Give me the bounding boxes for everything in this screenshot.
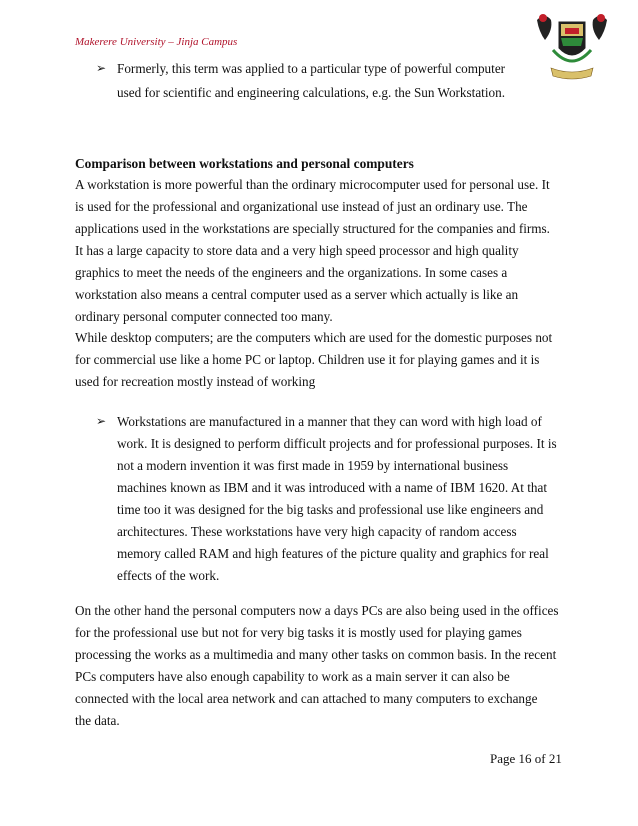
bullet-line: work. It is designed to perform difficult projects and for professional purposes. It is — [117, 436, 557, 451]
bullet-line: effects of the work. — [117, 568, 220, 583]
text-line: connected with the local area network and can attached to many computers to exchange — [75, 691, 538, 706]
bullet-line: architectures. These workstations have very high capacity of random access — [117, 524, 517, 539]
page-header: Makerere University – Jinja Campus — [75, 36, 238, 48]
bullet-arrow-icon: ➢ — [96, 61, 107, 75]
text-line: PCs computers have also enough capability to work as a main server it can also be — [75, 669, 510, 684]
bullet-line: not a modern invention it was first made in 1959 by international business — [117, 458, 509, 473]
text-line: processing the works as a multimedia and many other tasks on common basis. In the recent — [75, 647, 557, 662]
text-line: While desktop computers; are the computers which are used for the domestic purposes not — [75, 330, 553, 345]
text-line: the data. — [75, 713, 120, 728]
section-heading: Comparison between workstations and personal computers — [75, 156, 414, 171]
text-line: applications used in the workstations are specially structured for the companies and firms. — [75, 221, 550, 236]
text-line: It has a large capacity to store data and a very high speed processor and high quality — [75, 243, 519, 258]
text-line: for the professional use but not for very big tasks it is mostly used for playing games — [75, 625, 522, 640]
bullet-line: used for scientific and engineering calculations, e.g. the Sun Workstation. — [117, 85, 505, 100]
text-line: is used for the professional and organizational use instead of just an ordinary use. The — [75, 199, 528, 214]
bullet-line: memory called RAM and high features of the picture quality and graphics for real — [117, 546, 549, 561]
bullet-line: Formerly, this term was applied to a particular type of powerful computer — [117, 61, 506, 76]
text-line: for commercial use like a home PC or laptop. Children use it for playing games and it is — [75, 352, 540, 367]
page-number: Page 16 of 21 — [490, 751, 562, 766]
text-line: A workstation is more powerful than the ordinary microcomputer used for personal use. It — [75, 177, 550, 192]
text-line: graphics to meet the needs of the engineers and the organizations. In some cases a — [75, 265, 508, 280]
text-line: ordinary personal computer connected too many. — [75, 309, 333, 324]
bullet-line: time too it was designed for the big tasks and professional use like engineers and — [117, 502, 544, 517]
text-line: used for recreation mostly instead of working — [75, 374, 316, 389]
bullet-line: machines known as IBM and it was introduced with a name of IBM 1620. At that — [117, 480, 547, 495]
bullet-line: Workstations are manufactured in a manner that they can word with high load of — [117, 414, 542, 429]
text-line: On the other hand the personal computers now a days PCs are also being used in the offices — [75, 603, 559, 618]
bullet-arrow-icon: ➢ — [96, 414, 107, 428]
text-line: workstation also means a central computer used as a server which actually is like an — [75, 287, 519, 302]
